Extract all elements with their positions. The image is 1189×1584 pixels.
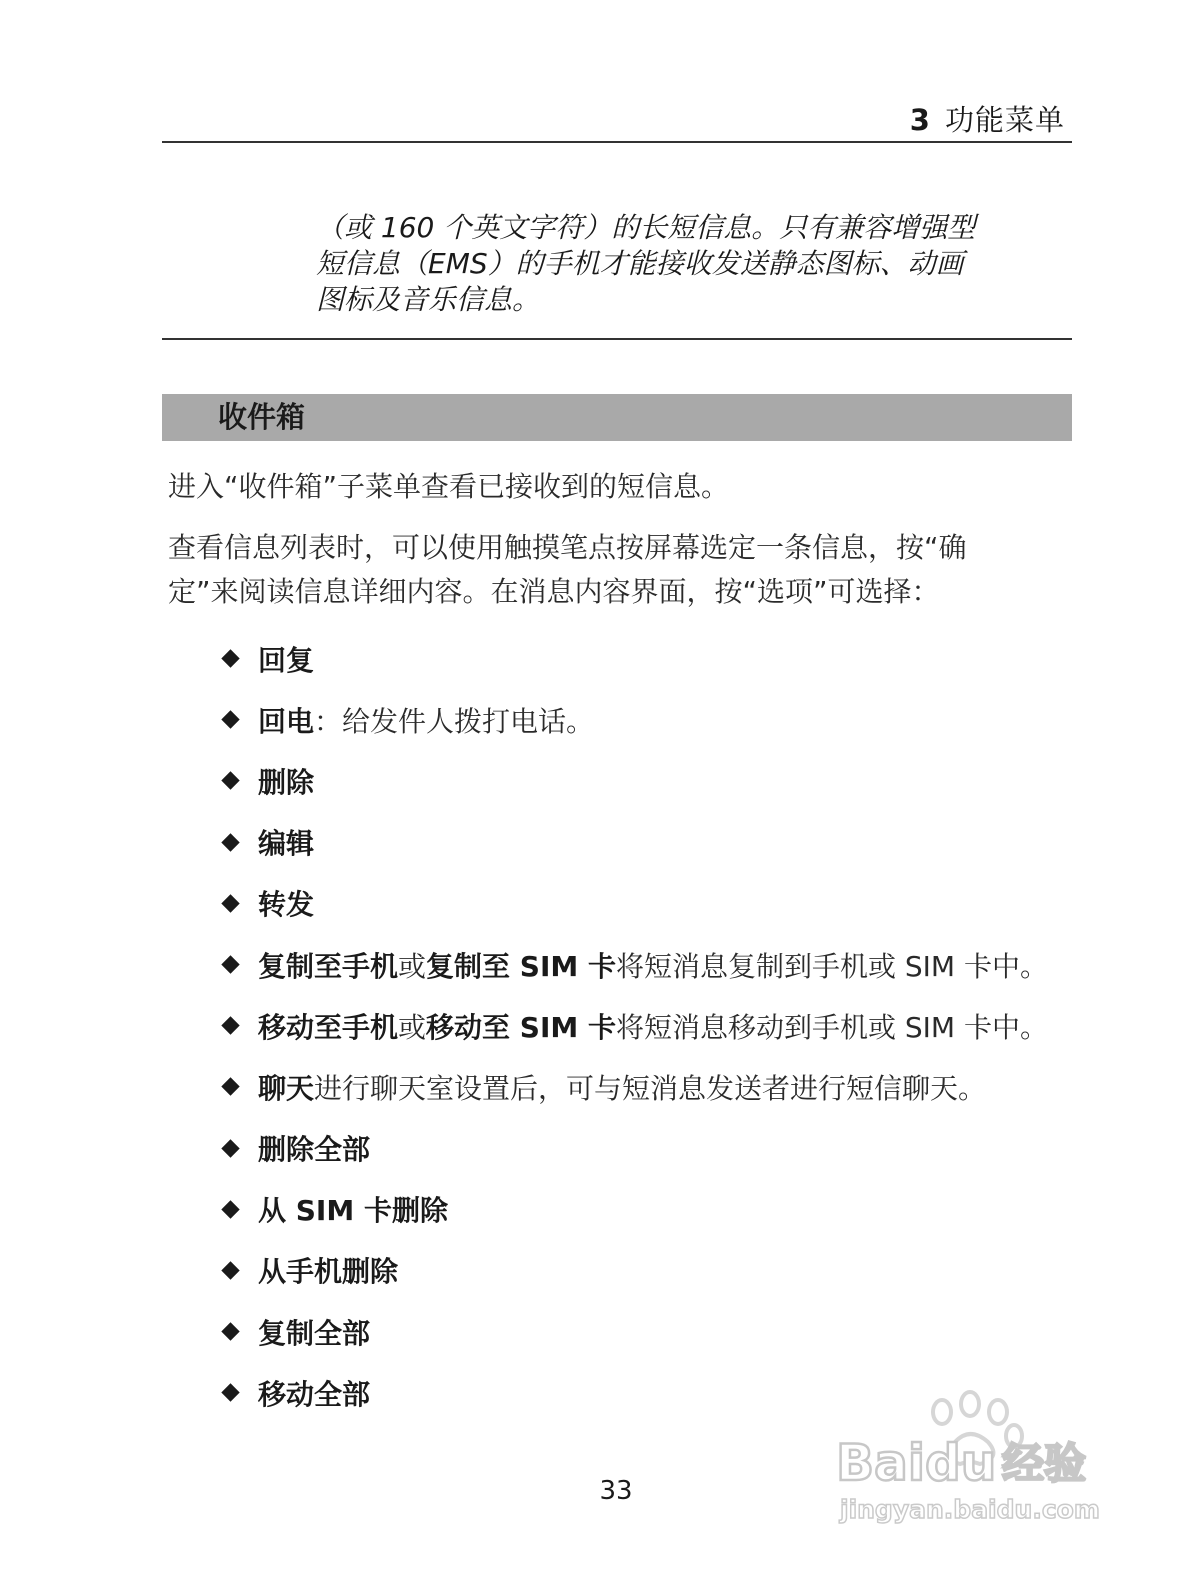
note-line: 图标及音乐信息。 bbox=[316, 283, 541, 316]
header-divider bbox=[162, 141, 1072, 143]
list-item bbox=[220, 628, 1080, 689]
list-item bbox=[220, 812, 1080, 873]
diamond-bullet-icon bbox=[221, 1384, 239, 1402]
list-item bbox=[220, 1301, 1080, 1362]
option-name-alt: 移动至 SIM 卡 bbox=[426, 1010, 616, 1044]
diamond-bullet-icon bbox=[221, 1139, 239, 1157]
option-name: 移动至手机 bbox=[258, 1010, 399, 1044]
section-heading-bar bbox=[162, 394, 1072, 441]
options-list bbox=[220, 628, 1080, 1423]
list-item bbox=[220, 873, 1080, 934]
chapter-number: 3 bbox=[909, 103, 931, 137]
option-description: ：给发件人拨打电话。 bbox=[314, 704, 595, 738]
option-name: 复制至手机 bbox=[258, 949, 399, 983]
note-line: 短信息（EMS）的手机才能接收发送静态图标、动画 bbox=[316, 247, 964, 280]
baidu-jingyan-watermark bbox=[830, 1390, 1120, 1530]
chapter-header bbox=[910, 98, 1065, 139]
intro-paragraph bbox=[168, 465, 1072, 509]
list-item bbox=[220, 1118, 1080, 1179]
note-line: （或 160 个英文字符）的长短信息。只有兼容增强型 bbox=[316, 211, 976, 244]
option-name: 复制全部 bbox=[258, 1316, 371, 1350]
option-name: 回电 bbox=[258, 704, 315, 738]
diamond-bullet-icon bbox=[221, 1017, 239, 1035]
list-item bbox=[220, 1179, 1080, 1240]
diamond-bullet-icon bbox=[221, 894, 239, 912]
list-item bbox=[220, 689, 1080, 750]
diamond-bullet-icon bbox=[221, 772, 239, 790]
instructions-paragraph bbox=[168, 526, 1072, 614]
watermark-brand-cn: 经验 bbox=[1002, 1439, 1087, 1488]
option-name: 从手机删除 bbox=[258, 1255, 399, 1289]
page-number: 33 bbox=[599, 1476, 633, 1506]
diamond-bullet-icon bbox=[221, 955, 239, 973]
option-name: 聊天 bbox=[258, 1071, 315, 1105]
option-name: 移动全部 bbox=[258, 1377, 371, 1411]
section-title: 收件箱 bbox=[218, 400, 306, 434]
option-name: 回复 bbox=[258, 643, 315, 677]
option-description: 进行聊天室设置后，可与短消息发送者进行短信聊天。 bbox=[314, 1071, 987, 1105]
diamond-bullet-icon bbox=[221, 1322, 239, 1340]
chapter-title: 功能菜单 bbox=[944, 103, 1065, 137]
list-item bbox=[220, 1240, 1080, 1301]
option-name: 编辑 bbox=[258, 827, 315, 861]
option-name: 删除 bbox=[258, 765, 315, 799]
list-item bbox=[220, 1056, 1080, 1117]
option-description: 将短消息移动到手机或 SIM 卡中。 bbox=[615, 1010, 1048, 1044]
diamond-bullet-icon bbox=[221, 711, 239, 729]
diamond-bullet-icon bbox=[221, 1200, 239, 1218]
option-name-alt: 复制至 SIM 卡 bbox=[426, 949, 616, 983]
option-name: 从 SIM 卡删除 bbox=[258, 1194, 448, 1228]
watermark-url: jingyan.baidu.com bbox=[840, 1495, 1100, 1524]
list-item bbox=[220, 995, 1080, 1056]
paragraph-line: 定”来阅读信息详细内容。在消息内容界面，按“选项”可选择： bbox=[168, 575, 940, 608]
diamond-bullet-icon bbox=[221, 649, 239, 667]
list-item bbox=[220, 934, 1080, 995]
paragraph-text: 进入“收件箱”子菜单查看已接收到的短信息。 bbox=[168, 470, 730, 503]
note-divider bbox=[162, 338, 1072, 340]
option-name: 删除全部 bbox=[258, 1133, 371, 1167]
diamond-bullet-icon bbox=[221, 1078, 239, 1096]
note-block bbox=[316, 210, 1061, 318]
option-connector: 或 bbox=[398, 1010, 427, 1044]
option-name: 转发 bbox=[258, 888, 315, 922]
diamond-bullet-icon bbox=[221, 1261, 239, 1279]
paragraph-line: 查看信息列表时，可以使用触摸笔点按屏幕选定一条信息，按“确 bbox=[168, 531, 967, 564]
option-description: 将短消息复制到手机或 SIM 卡中。 bbox=[615, 949, 1048, 983]
option-connector: 或 bbox=[398, 949, 427, 983]
list-item bbox=[220, 750, 1080, 811]
diamond-bullet-icon bbox=[221, 833, 239, 851]
watermark-brand: Baidu bbox=[836, 1434, 997, 1492]
